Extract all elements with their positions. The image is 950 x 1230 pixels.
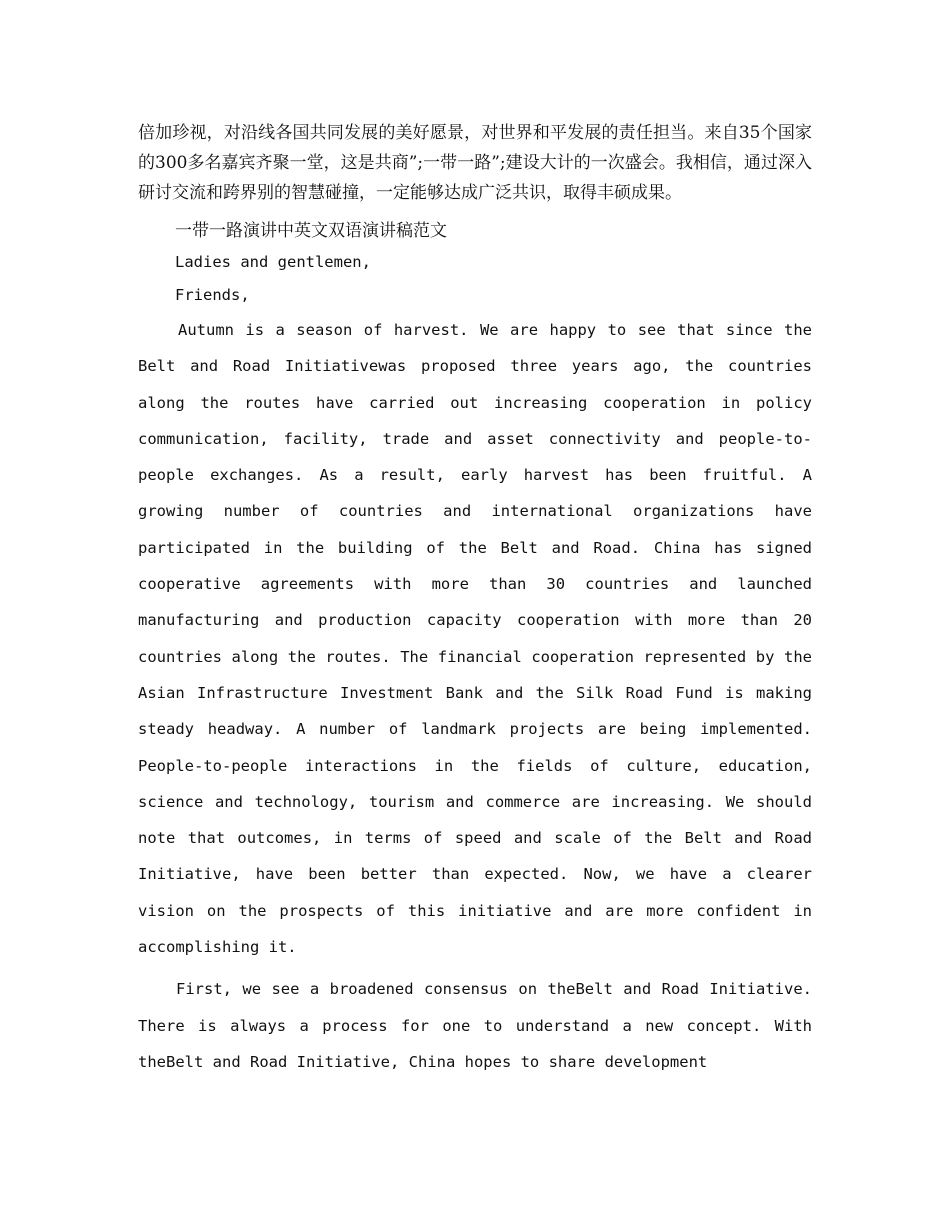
- salutation-friends: Friends,: [175, 286, 250, 304]
- salutation-ladies-gentlemen: Ladies and gentlemen,: [175, 253, 371, 271]
- chinese-intro-paragraph: 倍加珍视，对沿线各国共同发展的美好愿景，对世界和平发展的责任担当。来自35个国家的300多名嘉宾齐聚一堂，这是共商”;一带一路”;建设大计的一次盛会。我相信，通过深入研讨交流和跨界别的智慧碰撞，一定能够达成广泛共识，取得丰硕成果。: [138, 123, 812, 203]
- english-paragraph-first: First, we see a broadened consensus on theBelt and Road Initiative. There is always a process for one to understand a new concept. With theBelt and Road Initiative, China hopes to share development: [138, 980, 812, 1071]
- english-paragraph-autumn: Autumn is a season of harvest. We are happy to see that since the Belt and Road Initiativewas proposed three years ago, the countries along the routes have carried out increasing cooperation in policy communication, facility, trade and asset connectivity and people-to-people exchanges. As a result, early harvest has been fruitful. A growing number of countries and international organizations have participated in the building of the Belt and Road. China has signed cooperative agreements with more than 30 countries and launched manufacturing and production capacity cooperation with more than 20 countries along the routes. The financial cooperation represented by the Asian Infrastructure Investment Bank and the Silk Road Fund is making steady headway. A number of landmark projects are being implemented. People-to-people interactions in the fields of culture, education, science and technology, tourism and commerce are increasing. We should note that outcomes, in terms of speed and scale of the Belt and Road Initiative, have been better than expected. Now, we have a clearer vision on the prospects of this initiative and are more confident in accomplishing it.: [138, 321, 812, 957]
- document-page: [138, 118, 812, 1080]
- section-title: 一带一路演讲中英文双语演讲稿范文: [175, 221, 447, 241]
